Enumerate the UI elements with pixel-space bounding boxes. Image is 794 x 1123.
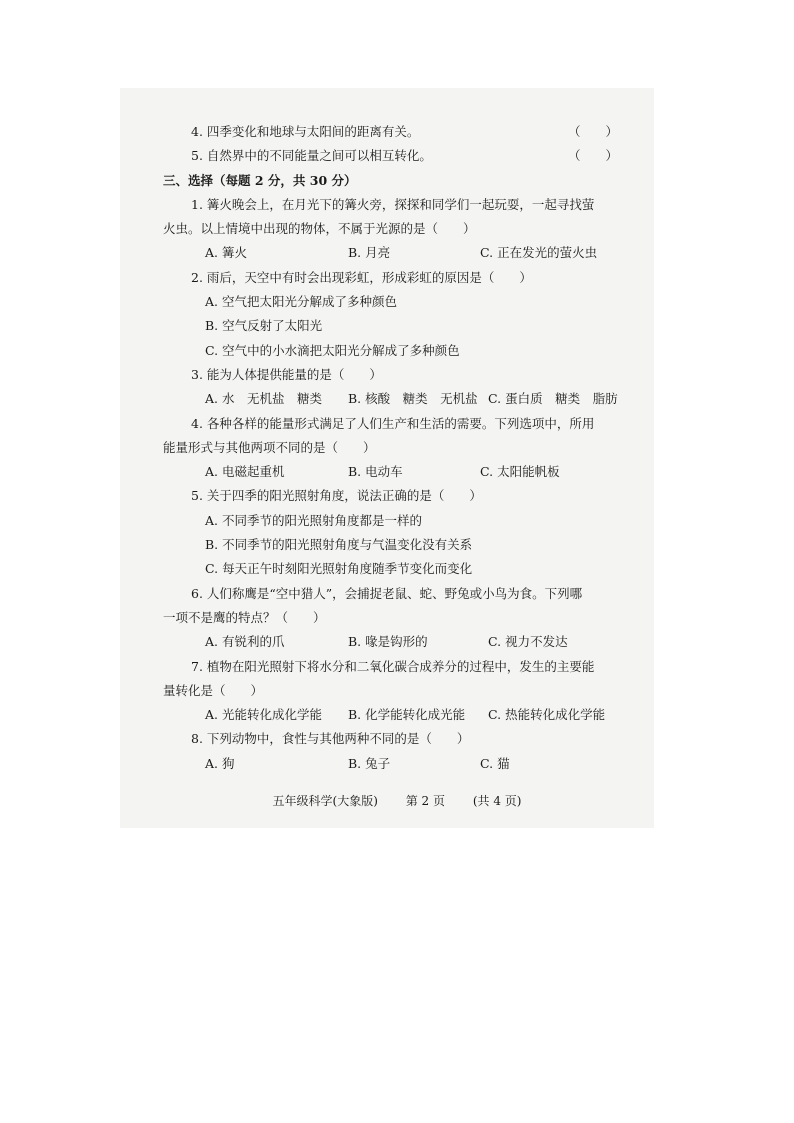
option-c: C. 空气中的小水滴把太阳光分解成了多种颜色 bbox=[205, 342, 460, 358]
footer-page-number: 第 2 页 bbox=[405, 794, 445, 808]
option-a: A. 电磁起重机 bbox=[205, 464, 285, 480]
judge-item-text: 5. 自然界中的不同能量之间可以相互转化。 bbox=[191, 148, 432, 164]
option-a: A. 篝火 bbox=[205, 245, 247, 261]
question-1-stem-cont: 火虫。以上情境中出现的物体，不属于光源的是（ ） bbox=[163, 221, 476, 237]
option-c: C. 热能转化成化学能 bbox=[488, 707, 606, 723]
question-6-stem: 6. 人们称鹰是“空中猎人”，会捕捉老鼠、蛇、野兔或小鸟为食。下列哪 bbox=[191, 585, 583, 601]
judge-item-text: 4. 四季变化和地球与太阳间的距离有关。 bbox=[191, 124, 420, 139]
question-1-options bbox=[163, 241, 618, 265]
exam-content bbox=[163, 120, 618, 776]
option-c: C. 每天正午时刻阳光照射角度随季节变化而变化 bbox=[205, 561, 473, 577]
section-title: 三、选择（每题 2 分，共 30 分） bbox=[163, 172, 357, 188]
option-a: A. 光能转化成化学能 bbox=[205, 707, 322, 723]
option-c: C. 正在发光的萤火虫 bbox=[480, 245, 598, 261]
question-8-stem: 8. 下列动物中，食性与其他两种不同的是（ ） bbox=[191, 731, 470, 747]
question-2-stem: 2. 雨后，天空中有时会出现彩虹，形成彩虹的原因是（ ） bbox=[191, 269, 532, 285]
option-a: A. 不同季节的阳光照射角度都是一样的 bbox=[205, 512, 422, 528]
option-c: C. 蛋白质 糖类 脂肪 bbox=[488, 391, 618, 407]
question-7-options bbox=[163, 703, 618, 727]
question-4-stem-cont: 能量形式与其他两项不同的是（ ） bbox=[163, 439, 376, 455]
option-c: C. 太阳能帆板 bbox=[480, 464, 560, 480]
footer-subject: 五年级科学(大象版) bbox=[272, 794, 378, 808]
option-b: B. 电动车 bbox=[348, 464, 403, 480]
option-a: A. 有锐利的爪 bbox=[205, 634, 285, 650]
option-a: A. 空气把太阳光分解成了多种颜色 bbox=[205, 294, 397, 310]
option-b: B. 兔子 bbox=[348, 755, 391, 771]
option-b: B. 空气反射了太阳光 bbox=[205, 318, 323, 334]
question-1-stem: 1. 篝火晚会上，在月光下的篝火旁，探探和同学们一起玩耍，一起寻找萤 bbox=[191, 196, 595, 212]
question-7-stem: 7. 植物在阳光照射下将水分和二氧化碳合成养分的过程中，发生的主要能 bbox=[191, 658, 595, 674]
page-footer bbox=[0, 792, 794, 809]
question-4-options bbox=[163, 460, 618, 484]
question-6-options bbox=[163, 630, 618, 654]
option-b: B. 月亮 bbox=[348, 245, 391, 261]
judge-item bbox=[163, 144, 618, 168]
question-3-stem: 3. 能为人体提供能量的是（ ） bbox=[191, 366, 382, 382]
option-a: A. 狗 bbox=[205, 755, 235, 771]
question-8-options bbox=[163, 752, 618, 776]
question-5-stem: 5. 关于四季的阳光照射角度，说法正确的是（ ） bbox=[191, 488, 482, 504]
footer-total-pages: (共 4 页) bbox=[472, 794, 522, 808]
question-4-stem: 4. 各种各样的能量形式满足了人们生产和生活的需要。下列选项中，所用 bbox=[191, 415, 595, 431]
option-b: B. 喙是钩形的 bbox=[348, 634, 428, 650]
question-7-stem-cont: 量转化是（ ） bbox=[163, 682, 264, 698]
question-3-options bbox=[163, 387, 618, 411]
option-a: A. 水 无机盐 糖类 bbox=[205, 391, 322, 407]
question-6-stem-cont: 一项不是鹰的特点？（ ） bbox=[163, 609, 326, 625]
option-b: B. 化学能转化成光能 bbox=[348, 707, 466, 723]
answer-paren: （ ） bbox=[567, 148, 618, 164]
option-c: C. 猫 bbox=[480, 755, 510, 771]
option-c: C. 视力不发达 bbox=[488, 634, 568, 650]
answer-paren: （ ） bbox=[567, 124, 618, 139]
option-b: B. 核酸 糖类 无机盐 bbox=[348, 391, 478, 407]
option-b: B. 不同季节的阳光照射角度与气温变化没有关系 bbox=[205, 537, 473, 553]
judge-item bbox=[163, 120, 618, 144]
